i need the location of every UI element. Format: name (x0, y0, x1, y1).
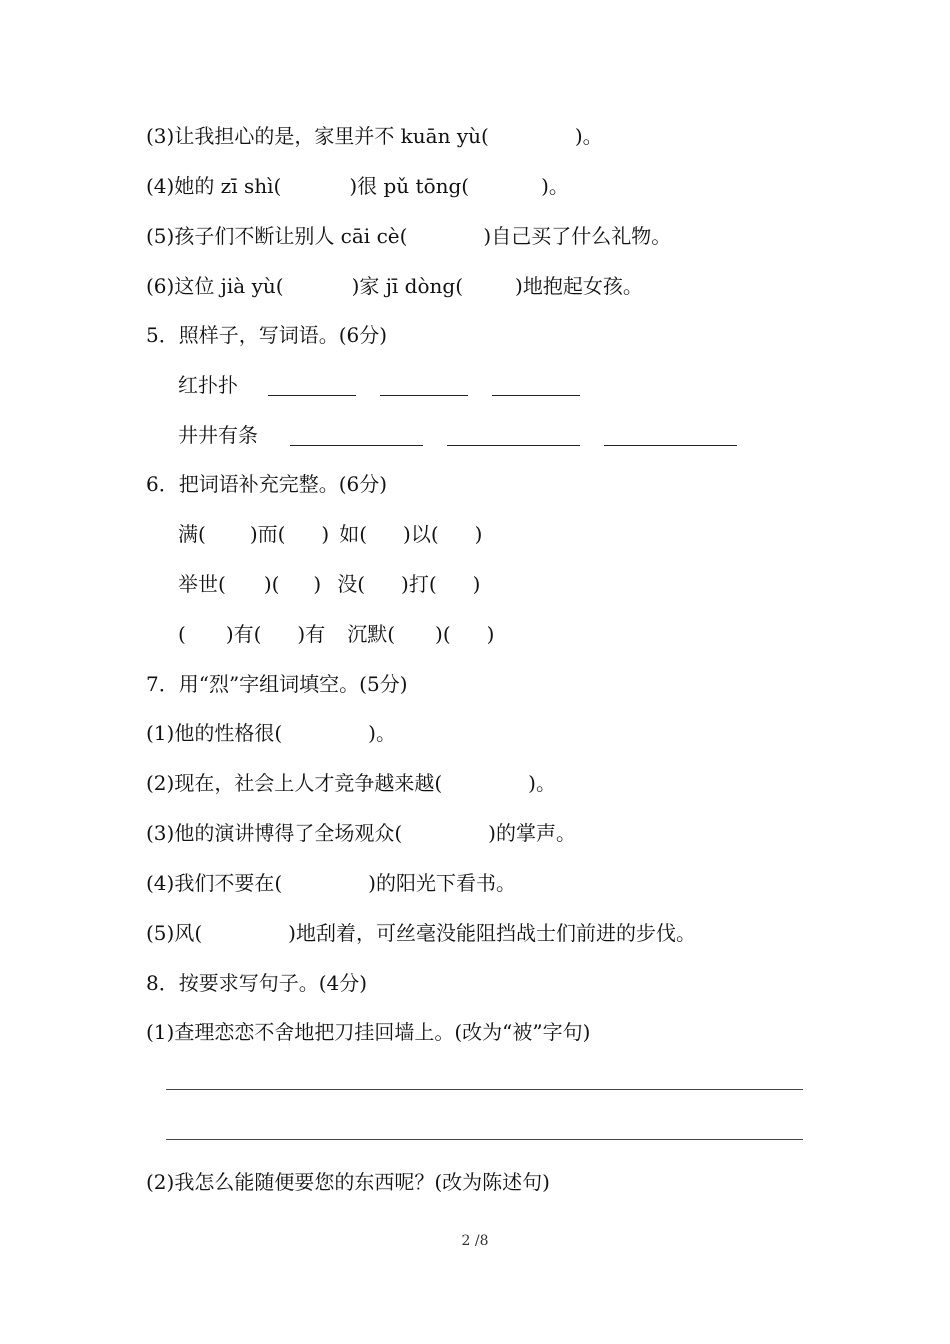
q4-item-5-text-b: )自己买了什么礼物。 (483, 224, 672, 248)
q4-item-4 (146, 173, 569, 199)
q7-item-5-text-a: (5)风( (146, 921, 203, 945)
q4-item-4-text-b: )很 pǔ tōng( (349, 174, 470, 198)
q7-item-2 (146, 770, 556, 796)
q4-item-3-text-a: (3)让我担心的是，家里并不 kuān yù( (146, 124, 489, 148)
q6-row-3-part: ( (178, 622, 186, 646)
q4-item-3 (146, 123, 603, 149)
q6-row-1-part: ) (474, 522, 483, 546)
q8-sentence-2: (2)我怎么能随便要您的东西呢？(改为陈述句) (146, 1170, 550, 1194)
q7-item-4-text-a: (4)我们不要在( (146, 871, 283, 895)
answer-line[interactable] (492, 394, 580, 396)
q6-row-2-part: )( (263, 572, 280, 596)
q6-row-1-part: ) (321, 522, 330, 546)
q6-row-1-part: 如( (339, 522, 368, 546)
answer-line[interactable] (290, 444, 423, 446)
q7-item-3-text-b: )的掌声。 (488, 821, 576, 845)
q6-row-2-part: )打( (401, 572, 437, 596)
q6-row-3-part: )有( (225, 622, 262, 646)
q6-row-1-part: )而( (249, 522, 286, 546)
q6-row-1-part: 满( (178, 522, 206, 546)
q8-sentence-1: (1)查理恋恋不舍地把刀挂回墙上。(改为“被”字句) (146, 1020, 591, 1044)
q7-item-3 (146, 820, 576, 846)
q7-item-1 (146, 720, 396, 746)
q6-row-3-part: )有 (297, 622, 326, 646)
q6-row-3-part: )( (435, 622, 451, 646)
q7-item-4 (146, 870, 516, 896)
q6-title: 6．把词语补充完整。(6分) (146, 472, 388, 496)
q8-title: 8．按要求写句子。(4分) (146, 971, 368, 995)
q5-example-1 (178, 372, 238, 398)
q6-row-2-part: 没( (337, 572, 366, 596)
q6-row-2-part: ) (313, 572, 322, 596)
q6-row-3-part: 沉默( (347, 622, 396, 646)
q7-item-2-text-b: )。 (528, 771, 556, 795)
q4-item-6-text-a: (6)这位 jià yù( (146, 274, 284, 298)
q5-example-1-word: 红扑扑 (178, 373, 238, 397)
q4-item-5-text-a: (5)孩子们不断让别人 cāi cè( (146, 224, 408, 248)
q6-row-1-part: )以( (403, 522, 439, 546)
q7-item-4-text-b: )的阳光下看书。 (368, 871, 516, 895)
q6-row-3 (178, 621, 494, 647)
q6-row-2 (178, 571, 480, 597)
q6-row-1 (178, 521, 482, 547)
q4-item-6-text-b: )家 jī dòng( (351, 274, 464, 298)
q7-item-5-text-b: )地刮着，可丝毫没能阻挡战士们前进的步伐。 (288, 921, 696, 945)
q7-item-1-text-a: (1)他的性格很( (146, 721, 283, 745)
q4-item-6 (146, 273, 643, 299)
q7-title: 7．用“烈”字组词填空。(5分) (146, 672, 408, 696)
q5-title: 5．照样子，写词语。(6分) (146, 323, 388, 347)
answer-line[interactable] (166, 1089, 803, 1090)
q7-item-2-text-a: (2)现在，社会上人才竞争越来越( (146, 771, 443, 795)
answer-line[interactable] (268, 394, 356, 396)
q4-item-4-text-a: (4)她的 zī shì( (146, 174, 282, 198)
q5-example-2-word: 井井有条 (178, 423, 258, 447)
answer-line[interactable] (447, 444, 580, 446)
page-number: 2 /8 (461, 1233, 489, 1249)
q7-item-3-text-a: (3)他的演讲博得了全场观众( (146, 821, 403, 845)
q6-row-2-part: 举世( (178, 572, 226, 596)
q7-item-1-text-b: )。 (368, 721, 396, 745)
q4-item-4-text-c: )。 (541, 174, 569, 198)
q5-example-2 (178, 422, 258, 448)
q6-row-3-part: ) (486, 622, 495, 646)
q4-item-5 (146, 223, 671, 249)
answer-line[interactable] (380, 394, 468, 396)
q6-row-2-part: ) (472, 572, 481, 596)
answer-line[interactable] (604, 444, 737, 446)
q7-item-5 (146, 920, 696, 946)
q4-item-6-text-c: )地抱起女孩。 (515, 274, 643, 298)
q4-item-3-text-b: )。 (574, 124, 603, 148)
answer-line[interactable] (166, 1139, 803, 1140)
